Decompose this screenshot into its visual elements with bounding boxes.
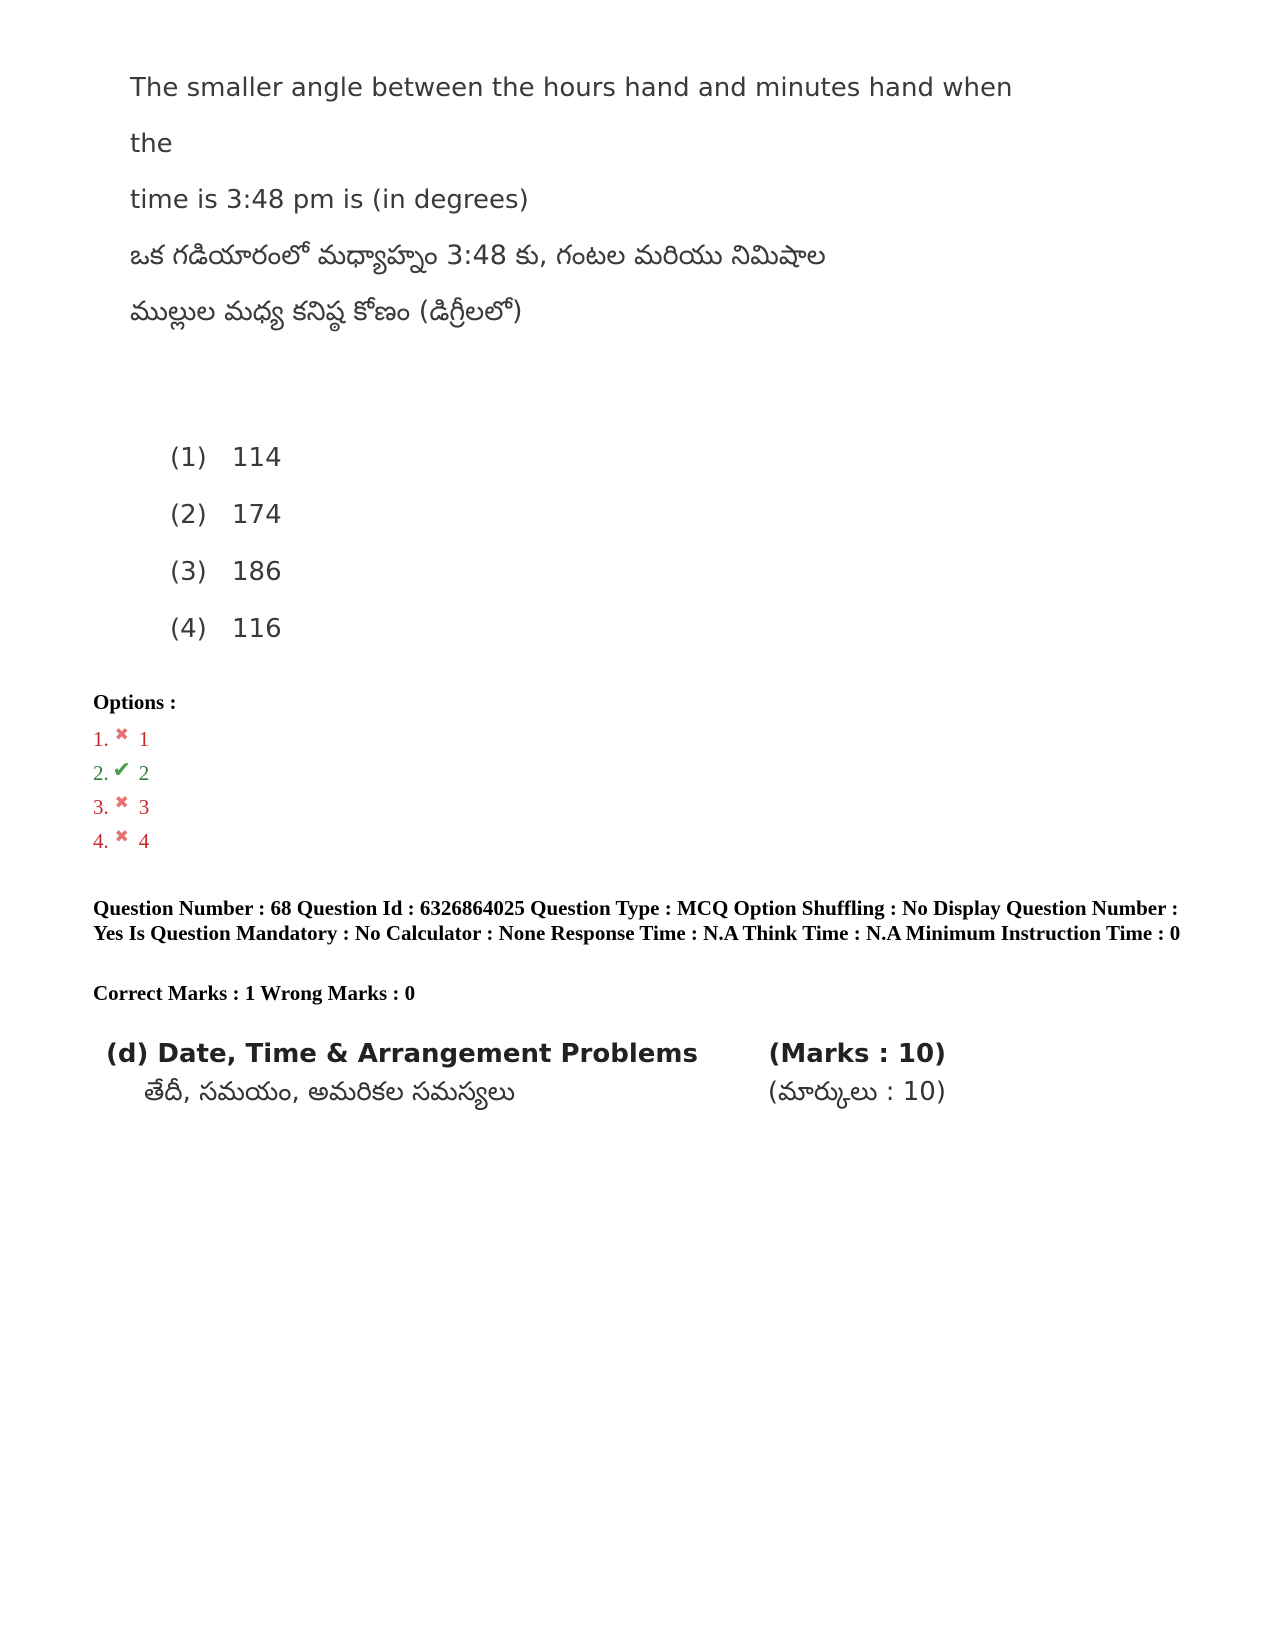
choice-value: 116 [232, 614, 282, 644]
choice-value: 186 [232, 557, 282, 587]
option-item [93, 824, 176, 858]
question-telugu-line-2: ముల్లుల మధ్య కనిష్ఠ కోణం (డిగ్రీలలో) [130, 296, 523, 327]
choice-number: (4) [170, 614, 207, 644]
option-value: 2 [138, 761, 150, 785]
section-header [106, 1035, 946, 1111]
choice-number: (2) [170, 500, 207, 530]
cross-icon: ✖ [114, 827, 129, 846]
question-text-english [130, 60, 1030, 228]
options-list [93, 722, 176, 858]
cross-icon: ✖ [114, 793, 129, 812]
choice-value: 114 [232, 443, 282, 473]
section-row-telugu [106, 1073, 946, 1111]
question-telugu-line-1: ఒక గడియారంలో మధ్యాహ్నం 3:48 కు, గంటల మరియు నిమిషాల [130, 240, 826, 271]
option-index: 1. [93, 727, 109, 751]
section-marks-telugu: (మార్కులు : 10) [767, 1077, 946, 1107]
choice-number: (3) [170, 557, 207, 587]
option-item [93, 722, 176, 756]
question-metadata: Question Number : 68 Question Id : 6326864025 Question Type : MCQ Option Shuffling : No Display Question Number : Yes Is Question Mandatory : No Calculator : None Response Time : N.A Think Time : N.A Minimum Instruction Time : 0 [93, 896, 1181, 945]
choice-number: (1) [170, 443, 207, 473]
question-text-telugu [130, 228, 1030, 340]
question-choices [170, 430, 282, 658]
section-row-english [106, 1035, 946, 1073]
option-index: 2. [93, 761, 109, 785]
section-marks-english: (Marks : 10) [768, 1039, 946, 1069]
question-choice [170, 544, 282, 601]
option-item [93, 790, 176, 824]
section-title-english: (d) Date, Time & Arrangement Problems [106, 1039, 698, 1069]
question-english-line-1: The smaller angle between the hours hand and minutes hand when the [130, 73, 1013, 159]
choice-value: 174 [232, 500, 282, 530]
option-index: 3. [93, 795, 109, 819]
question-image [130, 60, 1030, 644]
cross-icon: ✖ [114, 725, 129, 744]
question-choice [170, 487, 282, 544]
option-value: 4 [138, 829, 150, 853]
option-index: 4. [93, 829, 109, 853]
options-title: Options : [93, 690, 177, 714]
option-value: 1 [138, 727, 150, 751]
option-item [93, 756, 176, 790]
option-value: 3 [138, 795, 150, 819]
question-choice [170, 601, 282, 658]
question-english-line-2: time is 3:48 pm is (in degrees) [130, 185, 529, 215]
section-title-telugu: తేదీ, సమయం, అమరికల సమస్యలు [144, 1077, 516, 1107]
check-icon: ✔ [112, 757, 131, 782]
question-choice [170, 430, 282, 487]
marks-line: Correct Marks : 1 Wrong Marks : 0 [93, 981, 416, 1005]
options-block [93, 688, 176, 858]
